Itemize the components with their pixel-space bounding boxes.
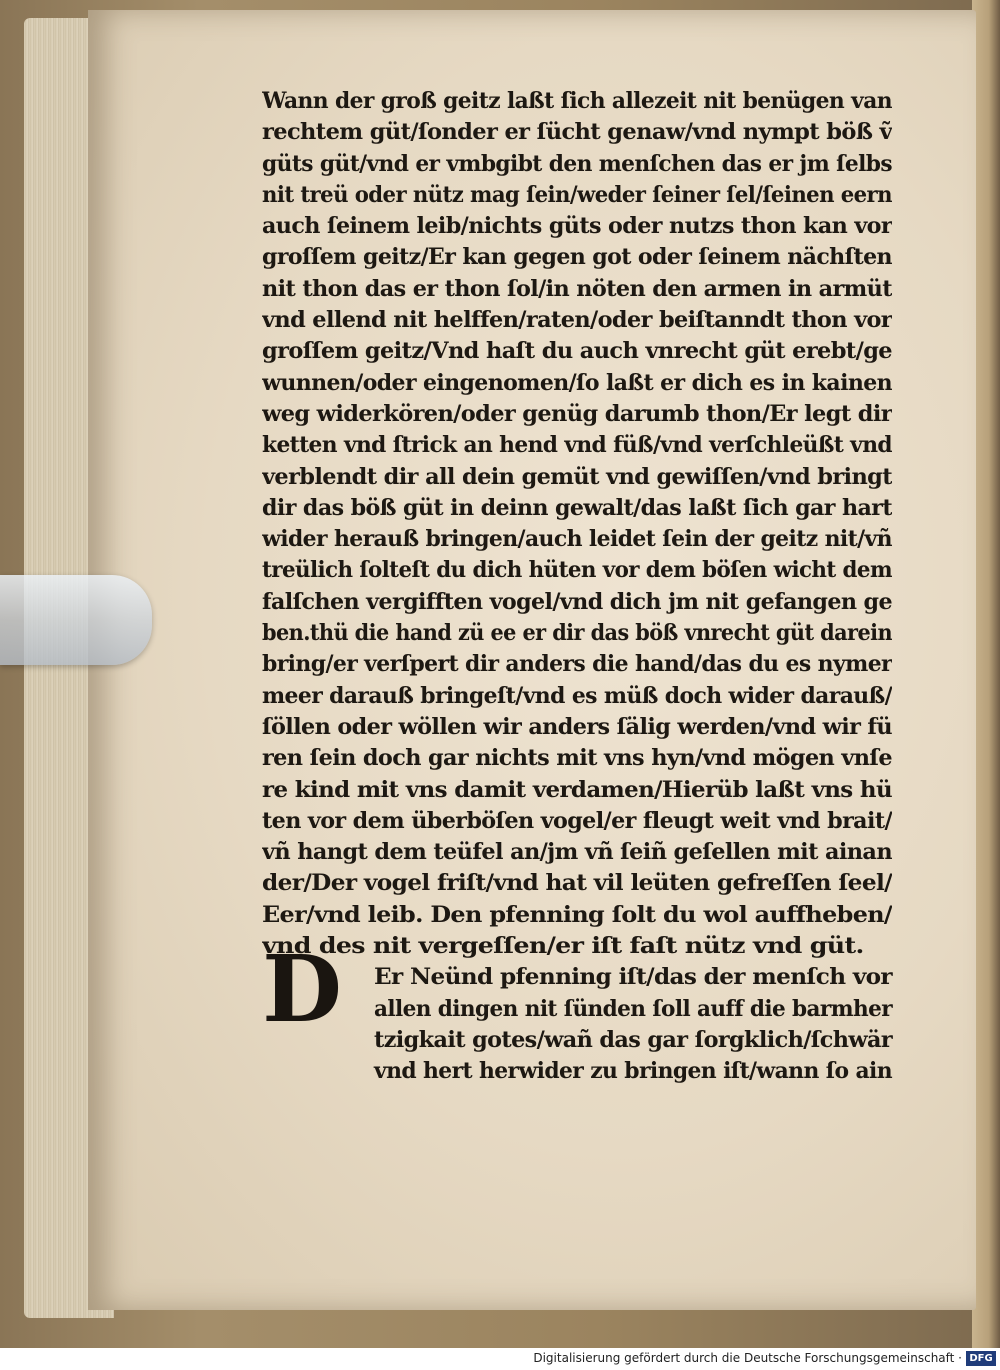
text-line: re kind mit vns damit verdamen/Hierüb laßt vns hü — [262, 776, 892, 803]
text-line: wunnen/oder eingenomen/ſo laßt er dich es in kainen — [262, 369, 892, 396]
text-line: ſöllen oder wöllen wir anders ſälig werden/vnd wir fü — [262, 713, 892, 740]
footer-credit: Digitalisierung gefördert durch die Deutsche Forschungsgemeinschaft · — [533, 1351, 962, 1365]
text-line: Wann der groß geitz laßt ſich allezeit nit benügen van — [262, 88, 892, 114]
text-line: vnd ellend nit helffen/raten/oder beiſtanndt thon vor — [262, 307, 892, 334]
text-line: ketten vnd ſtrick an hend vnd füß/vnd verſchleüßt vnd — [262, 432, 892, 459]
footer-bar — [0, 1348, 1000, 1370]
text-line: wider herauß bringen/auch leidet ſein der geitz nit/vñ — [262, 526, 892, 553]
text-line: falſchen vergifften vogel/vnd dich jm nit gefangen ge — [262, 588, 892, 615]
text-line: dir das böß güt in deinn gewalt/das laßt ſich gar hart — [262, 494, 892, 521]
text-line: verblendt dir all dein gemüt vnd gewiſſen/vnd bringt — [262, 463, 892, 490]
text-line: nit thon das er thon ſol/in nöten den armen in armüt — [262, 275, 892, 302]
text-line: Er Neünd pfenning iſt/das der menſch vor — [374, 964, 892, 991]
text-line: meer darauß bringeſt/vnd es müß doch wider darauß/ — [262, 682, 892, 709]
text-line: ben.thü die hand zü ee er dir das böß vnrecht güt darein — [262, 620, 892, 647]
text-line: vnd des nit vergeſſen/er iſt faſt nütz vnd güt. — [262, 933, 864, 960]
text-line: güts güt/vnd er vmbgibt den menſchen das er jm ſelbs — [262, 150, 892, 177]
text-line: rechtem güt/ſonder er ſücht genaw/vnd nympt böß ṽ — [262, 119, 892, 146]
text-line: nit treü oder nütz mag ſein/weder ſeiner ſel/ſeinen eern — [262, 181, 892, 208]
dfg-logo: DFG — [966, 1351, 996, 1366]
book-cover-edge — [972, 0, 1000, 1348]
text-line: bring/er verſpert dir anders die hand/das du es nymer — [262, 651, 892, 678]
decorated-initial: D — [262, 935, 342, 1043]
page-holder-clip — [0, 575, 152, 665]
text-line: ren ſein doch gar nichts mit vns hyn/vnd mögen vnſe — [262, 745, 892, 772]
text-line: auch ſeinem leib/nichts güts oder nutzs thon kan vor — [262, 213, 892, 240]
page-text — [262, 86, 892, 1088]
text-line: tzigkait gotes/wañ das gar ſorgklich/ſchwär — [374, 1026, 892, 1053]
text-line: vñ hangt dem teüfel an/jm vñ ſeiñ geſellen mit ainan — [262, 839, 892, 866]
text-line: groſſem geitz/Er kan gegen got oder ſeinem nächſten — [262, 244, 892, 271]
text-line: allen dingen nit ſünden ſoll auff die barmher — [374, 995, 892, 1022]
text-line: ten vor dem überböſen vogel/er fleugt weit vnd brait/ — [262, 807, 892, 834]
text-line: treülich ſolteſt du dich hüten vor dem böſen wicht dem — [262, 557, 892, 584]
text-line: groſſem geitz/Vnd haſt du auch vnrecht güt erebt/ge — [262, 338, 892, 365]
text-line: vnd hert herwider zu bringen iſt/wann ſo ain — [374, 1058, 892, 1085]
text-line: weg widerkören/oder genüg darumb thon/Er legt dir — [262, 400, 892, 427]
text-line: Eer/vnd leib. Den pfenning ſolt du wol auffheben/ — [262, 901, 892, 928]
text-line: der/Der vogel friſt/vnd hat vil leüten gefreſſen ſeel/ — [262, 870, 892, 897]
